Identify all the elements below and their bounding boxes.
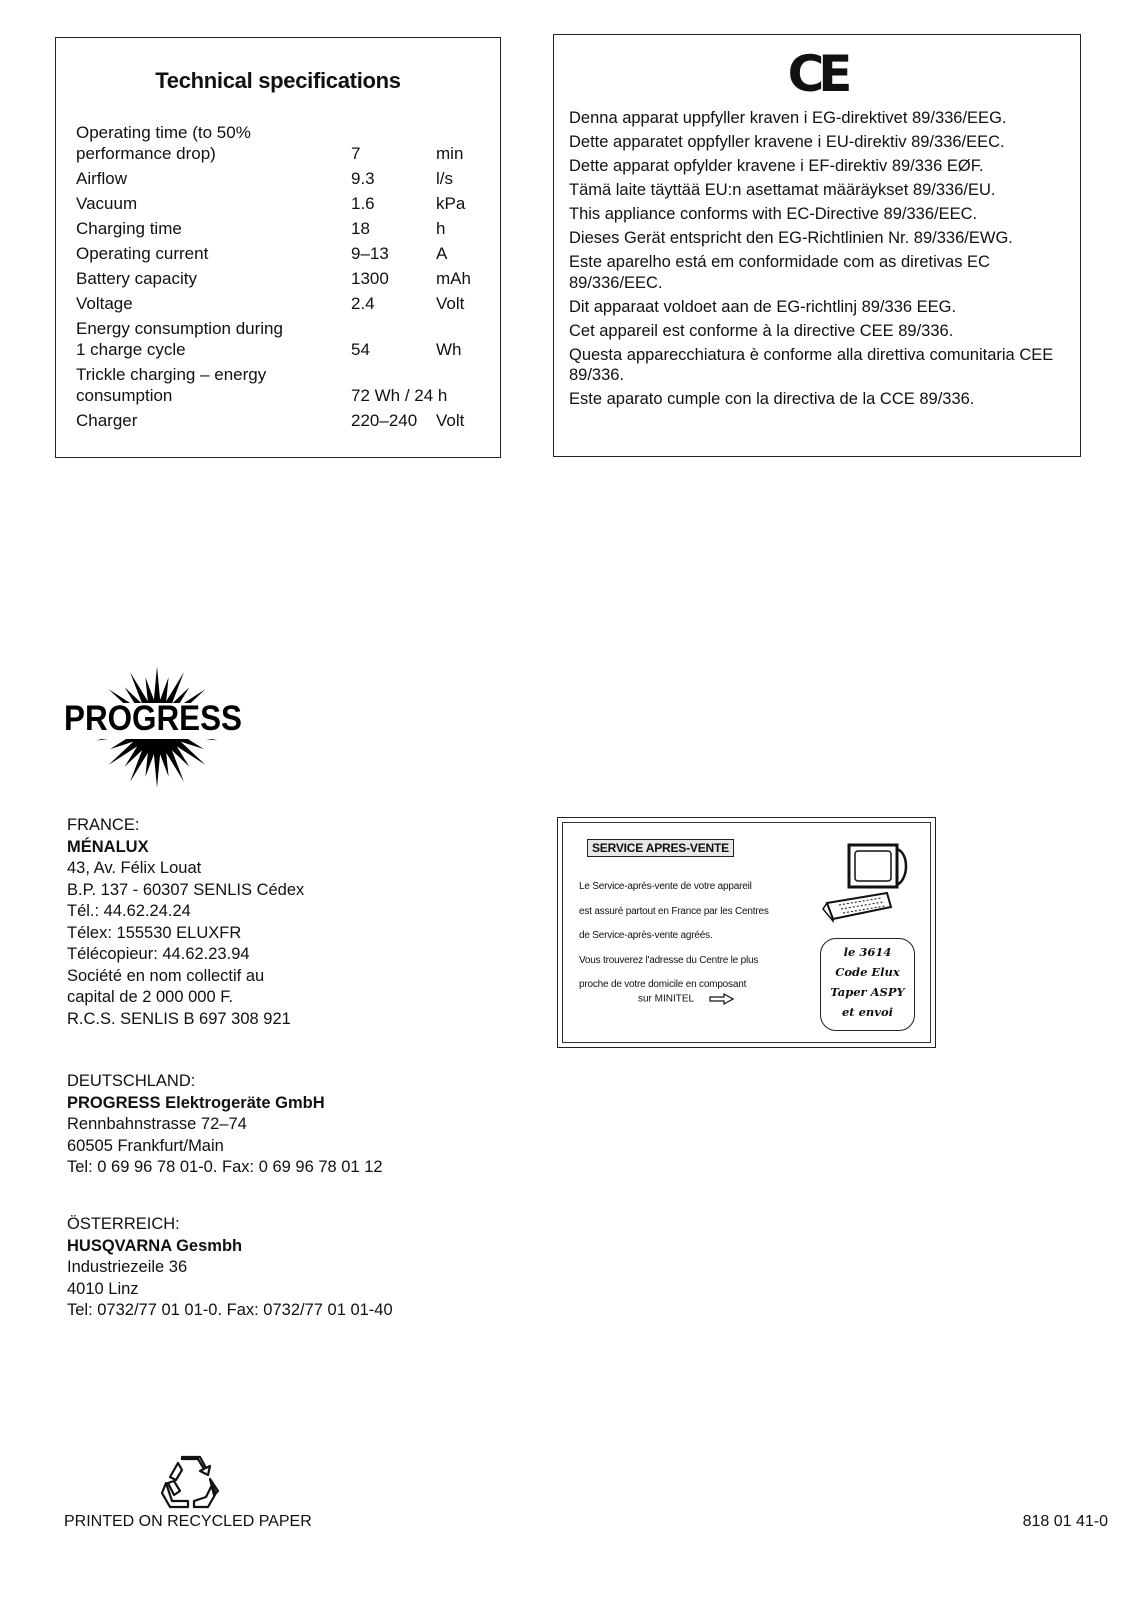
computer-icon [821,843,921,923]
spec-row [76,314,486,360]
spec-row [76,239,486,264]
service-apres-vente-box [557,817,936,1048]
spec-value: 18 [351,218,370,238]
spec-value: 9–13 [351,243,389,263]
spec-row [76,164,486,189]
spec-unit: min [436,143,464,163]
spec-row [76,289,486,314]
ce-conformity-box [553,34,1081,457]
service-title: SERVICE APRES-VENTE [587,839,734,857]
service-line: Le Service-après-vente de votre appareil [579,881,752,892]
ce-statement: Questa apparecchiatura è conforme alla direttiva comunitaria CEE 89/336. [569,345,1054,384]
spec-unit: h [436,218,446,238]
address-line: 4010 Linz [67,1279,139,1298]
address-austria [67,1214,393,1322]
address-line: Rennbahnstrasse 72–74 [67,1115,247,1133]
service-inner-frame [562,822,931,1043]
ce-statement: Tämä laite täyttää EU:n asettamat määräykset 89/336/EU. [569,181,996,199]
spec-unit: Wh [436,339,462,359]
phone-line: Tel: 0 69 96 78 01-0. Fax: 0 69 96 78 01 12 [67,1158,383,1176]
telex-line: Télex: 155530 ELUXFR [67,923,242,942]
ce-statement: Este aparelho está em conformidade com as diretivas EC 89/336/EEC. [569,253,990,292]
spec-row [76,189,486,214]
spec-value: 9.3 [351,168,375,188]
address-line: 43, Av. Félix Louat [67,859,202,877]
specifications-title: Technical specifications [155,68,401,93]
address-line: B.P. 137 - 60307 SENLIS Cédex [67,880,305,899]
document-number: 818 01 41-0 [1022,1513,1108,1530]
ce-mark-icon: CE [787,45,847,103]
spec-row [76,118,486,164]
badge-line: Code Elux [835,965,900,979]
spec-value: 7 [351,143,361,163]
spec-value: 1300 [351,268,389,288]
ce-statement: Dit apparaat voldoet aan de EG-richtlinj 89/336 EEG. [569,297,957,316]
spec-row [76,214,486,239]
technical-specifications-box [55,37,501,458]
service-description [579,875,819,998]
spec-value: 220–240 [351,410,418,430]
ce-statement: Este aparato cumple con la directiva de la CCE 89/336. [569,390,975,408]
spec-label: Voltage [76,293,133,313]
spec-label: Operating current [76,243,209,263]
address-line: R.C.S. SENLIS B 697 308 921 [67,1009,291,1028]
service-line: proche de votre domicile en composant [579,979,747,990]
progress-logo [62,665,252,795]
spec-unit: kPa [436,193,466,213]
ce-statement: Denna apparat uppfyller kraven i EG-direktivet 89/336/EEG. [569,109,1007,127]
ce-statement: Cet appareil est conforme à la directive CEE 89/336. [569,321,954,340]
ce-statement: Dieses Gerät entspricht den EG-Richtlinien Nr. 89/336/EWG. [569,229,1013,247]
spec-value: 54 [351,339,370,359]
spec-label: Trickle charging – energy consumption [76,364,267,405]
spec-row [76,360,486,406]
ce-statement-list [569,108,1074,413]
spec-unit: Volt [436,293,465,313]
spec-label: Vacuum [76,193,138,213]
badge-line: Taper ASPY [830,985,905,999]
spec-label: Energy consumption during 1 charge cycle [76,318,283,359]
spec-label: Battery capacity [76,268,197,288]
minitel-label: sur MINITEL [638,993,694,1005]
company-name: HUSQVARNA Gesmbh [67,1236,243,1255]
fax-line: Télécopieur: 44.62.23.94 [67,945,250,963]
service-line: de Service-après-vente agréés. [579,930,713,941]
ce-statement: This appliance conforms with EC-Directive 89/336/EEC. [569,205,978,223]
country-label: DEUTSCHLAND: [67,1072,196,1090]
company-name: MÉNALUX [67,837,149,856]
recycle-icon [160,1455,220,1510]
minitel-line [638,993,735,1005]
spec-label: Charging time [76,218,182,238]
phone-line: Tél.: 44.62.24.24 [67,902,191,920]
spec-label: Airflow [76,168,128,188]
spec-value: 2.4 [351,293,375,313]
badge-line: et envoi [841,1005,894,1019]
spec-label: Operating time (to 50% performance drop) [76,122,251,163]
spec-unit: l/s [436,168,453,188]
address-france [67,815,304,1030]
spec-row [76,264,486,289]
country-label: FRANCE: [67,816,140,834]
address-germany [67,1071,383,1179]
address-line: capital de 2 000 000 F. [67,988,234,1006]
company-name: PROGRESS Elektrogeräte GmbH [67,1093,325,1112]
spec-value: 72 Wh / 24 h [351,385,448,405]
minitel-code-badge [820,938,915,1031]
recycled-paper-note: PRINTED ON RECYCLED PAPER [64,1513,312,1530]
address-line: Industriezeile 36 [67,1258,188,1276]
service-line: Vous trouverez l'adresse du Centre le plus [579,954,759,966]
specifications-table [76,118,486,431]
address-line: 60505 Frankfurt/Main [67,1136,224,1155]
country-label: ÖSTERREICH: [67,1215,180,1233]
spec-label: Charger [76,410,138,430]
spec-unit: A [436,243,448,263]
address-line: Société en nom collectif au [67,966,265,985]
spec-unit: Volt [436,410,465,430]
spec-unit: mAh [436,268,471,288]
service-line: est assuré partout en France par les Centres [579,905,769,917]
arrow-right-icon [709,993,735,1005]
spec-row [76,406,486,431]
ce-statement: Dette apparat opfylder kravene i EF-direktiv 89/336 EØF. [569,157,984,175]
phone-line: Tel: 0732/77 01 01-0. Fax: 0732/77 01 01-40 [67,1301,393,1319]
logo-text: PROGRESS [64,699,242,738]
badge-line: le 3614 [843,945,892,959]
ce-statement: Dette apparatet oppfyller kravene i EU-direktiv 89/336/EEC. [569,133,1005,151]
spec-value: 1.6 [351,193,375,213]
